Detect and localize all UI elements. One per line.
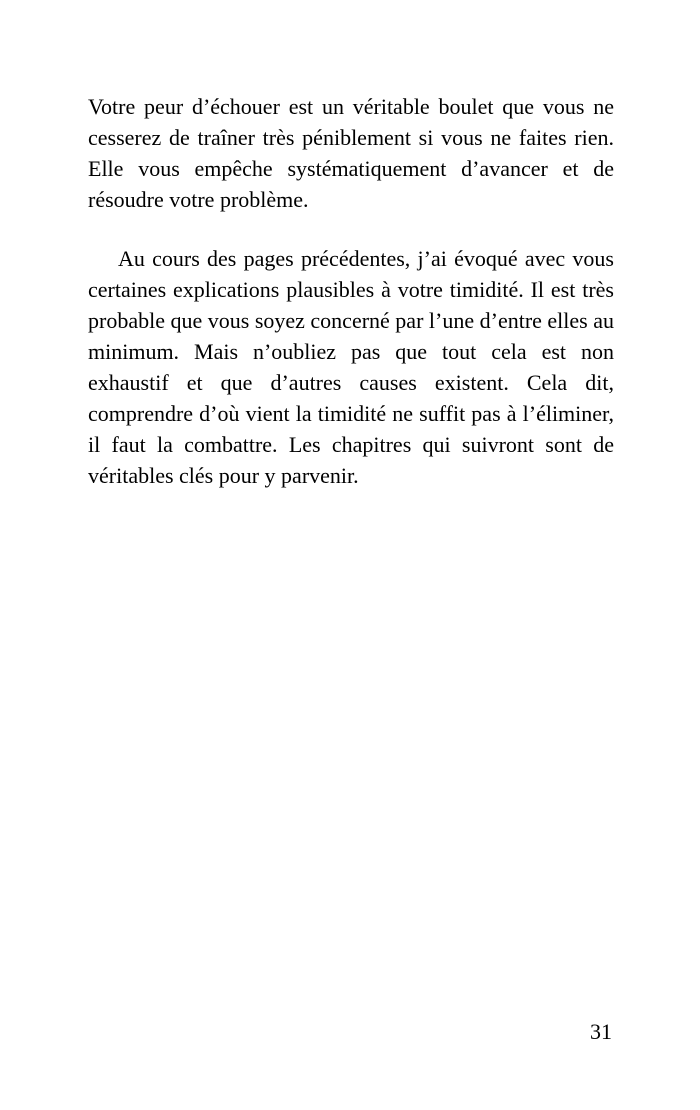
page-number: 31 <box>590 1019 612 1044</box>
body-paragraph: Au cours des pages précédentes, j’ai évoqué avec vous certaines explications plausibles à votre timidité. Il est très probable que vous soyez concerné par l’une d’entre elles au minimum. Mais n’oubliez pas que tout cela est non exhaustif et que d’autres causes existent. Cela dit, comprendre d’où vient la timidité ne suffit pas à l’éliminer, il faut la combattre. Les chapitres qui suivront sont de véritables clés pour y parvenir. <box>88 246 614 488</box>
body-paragraph: Votre peur d’échouer est un véritable boulet que vous ne cesserez de traîner très péniblement si vous ne faites rien. Elle vous empêche systématiquement d’avancer et de résoudre votre problème. <box>88 94 614 212</box>
